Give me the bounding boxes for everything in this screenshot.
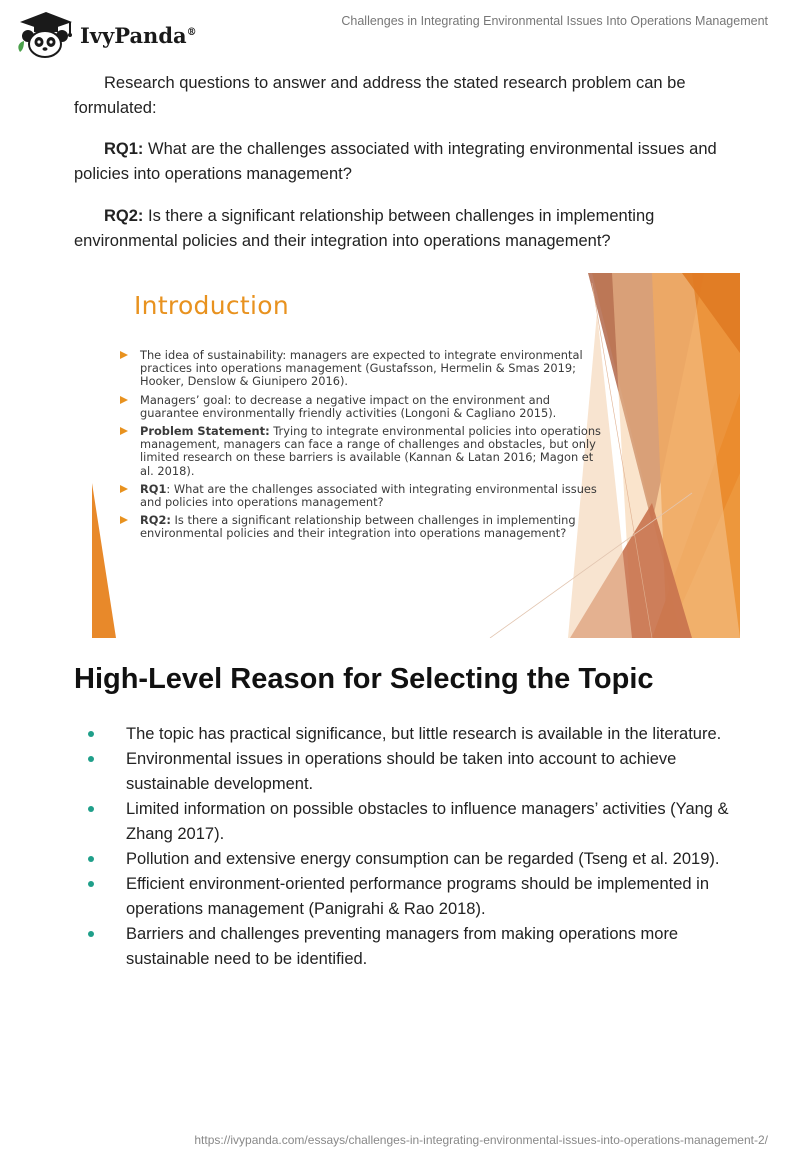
source-url-link[interactable]: https://ivypanda.com/essays/challenges-in-integrating-environmental-issues-into-operations-management-2/ [194,1133,768,1147]
bullet-dot-icon [88,806,94,812]
research-question-1: RQ1: What are the challenges associated with integrating environmental issues and policies into operations management? [74,140,717,183]
list-item: Efficient environment-oriented performance programs should be implemented in operations management (Panigrahi & Rao 2018). [74,872,734,922]
intro-paragraph: Research questions to answer and address the stated research problem can be formulated: [74,74,686,117]
list-item: Limited information on possible obstacles to influence managers’ activities (Yang & Zhang 2017). [74,797,734,847]
triangle-bullet-icon [120,396,128,404]
slide-bullet: Problem Statement: Trying to integrate environmental policies into operations management, managers can face a range of challenges and obstacles, but only limited research on these barriers is available (Kannan & Latan 2016; Magon et al. 2018). [120,425,602,478]
rq1-label: RQ1: [104,140,144,158]
panda-graduate-icon [12,8,78,58]
bullet-dot-icon [88,856,94,862]
slide-bullet: RQ2: Is there a significant relationship between challenges in implementing environmental policies and their integration into operations management? [120,514,602,540]
brand-name: IvyPanda® [80,22,197,48]
triangle-bullet-icon [120,427,128,435]
slide-bullet: The idea of sustainability: managers are expected to integrate environmental practices into operations management (Gustafsson, Hermelin & Smas 2019; Hooker, Denslow & Giunipero 2016). [120,349,602,389]
list-item: Barriers and challenges preventing managers from making operations more sustainable need to be identified. [74,922,734,972]
list-item: Environmental issues in operations should be taken into account to achieve sustainable development. [74,747,734,797]
bullet-dot-icon [88,881,94,887]
document-title-header: Challenges in Integrating Environmental Issues Into Operations Management [341,14,768,28]
rq2-label: RQ2: [104,207,144,225]
triangle-bullet-icon [120,351,128,359]
bullet-dot-icon [88,756,94,762]
list-item: The topic has practical significance, but little research is available in the literature. [74,722,734,747]
section-heading: High-Level Reason for Selecting the Topic [74,663,654,695]
bullet-dot-icon [88,731,94,737]
slide-bullet: RQ1: What are the challenges associated with integrating environmental issues and policies into operations management? [120,483,602,509]
slide-title: Introduction [134,291,289,320]
list-item: Pollution and extensive energy consumption can be regarded (Tseng et al. 2019). [74,847,734,872]
brand-logo[interactable] [12,8,197,58]
slide-bullet-list [120,349,602,546]
slide-bullet: Managers’ goal: to decrease a negative impact on the environment and guarantee environmentally friendly activities (Longoni & Cagliano 2015). [120,394,602,420]
research-question-2: RQ2: Is there a significant relationship between challenges in implementing environmental policies and their integration into operations management? [74,207,655,250]
introduction-slide [92,273,740,638]
triangle-bullet-icon [120,516,128,524]
reason-bullet-list [74,722,734,972]
triangle-bullet-icon [120,485,128,493]
bullet-dot-icon [88,931,94,937]
